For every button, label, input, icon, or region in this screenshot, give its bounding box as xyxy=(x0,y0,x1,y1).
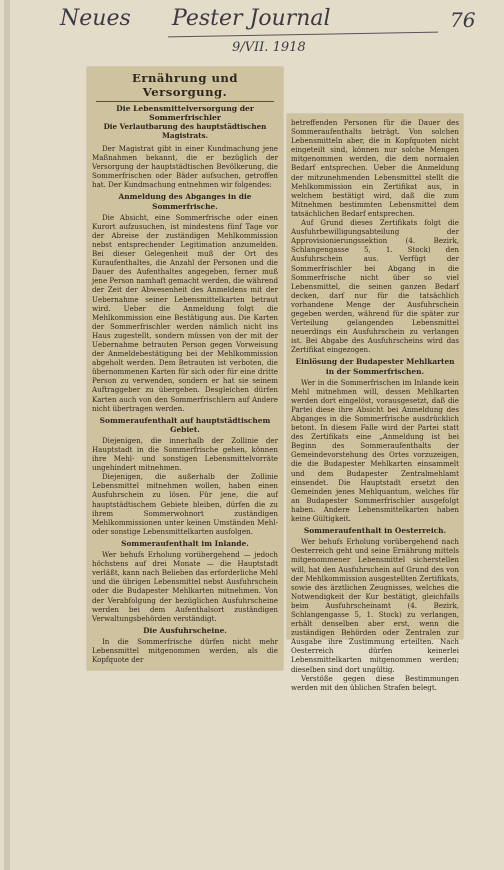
article-title: Ernährung und Versorgung. xyxy=(132,71,238,99)
section-heading: Sommeraufenthalt im Inlande. xyxy=(121,538,249,548)
article-subtitle-2: Die Verlautbarung des hauptstädtischen Magistrats. xyxy=(103,122,267,140)
section-heading: Sommeraufenthalt auf hauptstädtischem Gebiet. xyxy=(99,415,271,434)
paragraph: Diejenigen, die außerhalb der Zollinie Lebensmittel mitnehmen wollen, haben einen Ausfuhrschein zu lösen. Für jene, die auf hauptstädtischem Gebiete bleiben, dürfen die zu ihrem Sommerwohnort zuständigen Mehlkommissionen unter keinen Umständen Mehl- oder sonstige Lebensmittelkarten ausfolgen. xyxy=(92,472,278,536)
section-heading: Die Ausfuhrscheine. xyxy=(143,625,227,635)
paragraph: Auf Grund dieses Zertifikats folgt die Ausfuhrbewilligungsabteilung der Approvisionierungssektion (4. Bezirk, Schlangengasse 5, 1. Stock) den Ausfuhrschein aus. Verfügt der Sommerfrischler bei Abgang in die Sommerfrische nicht über so viel Lebensmittel, die seinen ganzen Bedarf decken, darf nur für die tatsächlich vorhandene Menge der Ausfuhrschein gegeben werden, während für die später zur Verteilung gelangenden Lebensmittel neuerdings ein Ausfuhrschein zu verlangen ist. Bei Abgabe des Ausfuhrscheins wird das Zertifikat eingezogen. xyxy=(291,218,459,355)
paragraph: Wer in die Sommerfrischen im Inlande kein Mehl mitnehmen will, dessen Mehlkarten werden dort eingelöst, vorausgesetzt, daß die Partei diese ihre Absicht bei Anmeldung des Abganges in die Sommerfrische ausdrücklich betont. In diesem Falle wird der Partei statt des Zertifikats eine „Anmeldung ist bei Beginn des Sommeraufenthalts der Gemeindevorstehung des Ortes vorzuzeigen, die die Budapester Mehlkarten einsammelt und dem Budapester Zentralmehlamt einsendet. Die Hauptstadt ersetzt den Gemeinden jenes Mehlquantum, welches für an Budapester Sommerfrischler ausgefolgt haben. Andere Lebensmittelkarten haben keine Gültigkeit. xyxy=(291,377,459,524)
handwritten-date: 9/VII. 1918 xyxy=(232,40,306,55)
handwritten-source: Neues xyxy=(60,6,131,31)
section-heading: Sommeraufenthalt in Oesterreich. xyxy=(303,526,447,536)
section-heading: Einlösung der Budapester Mehlkarten in der Sommerfrischen. xyxy=(295,357,455,376)
binding-edge xyxy=(4,0,10,870)
title-rule xyxy=(96,101,274,102)
article-right-column xyxy=(291,118,459,692)
paragraph: betreffenden Personen für die Dauer des Sommeraufenthalts beträgt. Von solchen Lebensmitteln aber, die in Kopfquoten nicht eingeteilt sind, können nur solche Mengen mitgenommen werden, die dem normalen Bedarf entsprechen. Ueber die Anmeldung der mitzunehmenden Lebensmittel stellt die Mehlkommission ein Zertifikat aus, in welchem bestätigt wird, daß die zum Mitnehmen bestimmten Lebensmittel dem tatsächlichen Bedarf entsprechen. xyxy=(291,118,459,218)
handwritten-journal: Pester Journal xyxy=(172,6,331,31)
section-heading: Anmeldung des Abganges in die Sommerfrische. xyxy=(118,192,252,211)
paragraph: Wer behufs Erholung vorübergehend — jedoch höchstens auf drei Monate — die Hauptstadt verläßt, kann nach Belieben das erforderliche Mehl und die übrigen Lebensmittel nebst Ausfuhrschein oder die Budapester Mehlkarten mitnehmen. Von der Verabfolgung der bezüglichen Ausfuhrscheine werden bei dem Aufenthalsort zuständigen Verwaltungsbehörden verständigt. xyxy=(92,550,278,623)
article-subtitle: Die Lebensmittelversorgung der Sommerfrischler xyxy=(116,104,254,122)
article-left-column xyxy=(92,71,278,664)
paragraph: Wer behufs Erholung vorübergehend nach Oesterreich geht und seine Ernährung mittels mitgenommener Lebensmittel sicherstellen will, hat den Ausfuhrschein auf Grund des von der Mehlkommission ausgestellten Zertifikats, sowie des ärztlichen Zeugnisses, welches die Notwendigkeit der Kur bestätigt, gleichfalls beim Ausfuhrscheinamt (4. Bezirk, Schlangengasse 5, 1. Stock) zu verlangen, erhält denselben aber erst, wenn die zuständigen Behörden oder Zentralen zur Ausgabe ihre Zustimmung erteilten. Nach Oesterreich dürfen keinerlei Lebensmittelkarten mitgenommen werden; dieselben sind dort ungültig. xyxy=(291,537,459,674)
paragraph: In die Sommerfrische dürfen nicht mehr Lebensmittel mitgenommen werden, als die Kopfquote der xyxy=(92,636,278,665)
handwritten-number: 76 xyxy=(450,8,476,32)
paragraph: Der Magistrat gibt in einer Kundmachung jene Maßnahmen bekannt, die er bezüglich der Versorgung der hauptstädtischen Bevölkerung, die Sommerfrischen oder Bäder aufsuchen, getroffen hat. Der Kundmachung entnehmen wir folgendes: xyxy=(92,144,278,190)
paragraph: Diejenigen, die innerhalb der Zollinie der Hauptstadt in die Sommerfrische gehen, können ihre Mehl- und sonstigen Lebensmittelvorräte ungehindert mitnehmen. xyxy=(92,435,278,473)
paragraph: Die Absicht, eine Sommerfrische oder einen Kurort aufzusuchen, ist mindestens fünf Tage vor der Abreise der zuständigen Mehlkommission nebst entsprechender Legitimation anzumelden. Bei dieser Gelegenheit muß der Ort des Kuraufenthaltes, die Anzahl der Personen und die Dauer des Aufenthaltes angegeben, ferner muß jene Person namhaft gemacht werden, die während der Zeit der Abwesenheit des Anmeldens mit der Uebernahme seiner Lebensmittelkarten betraut wird. Ueber die Anmeldung folgt die Mehlkommission eine Bestätigung aus. Die Karten der Sommerfrischler werden nämlich nicht ins Haus zugestellt, sondern müssen von der mit der Uebernahme betrauten Person gegen Vorweisung der Anmeldebestätigung bei der Mehlkommission abgeholt werden. Dem Betrauten ist verboten, die übernommenen Karten für sich oder für eine dritte Person zu verwenden, sondern er hat sie seinem Auftraggeber zu übergeben. Desgleichen dürfen Karten auch von den Sommerfrischlern auf Andere nicht übertragen werden. xyxy=(92,212,278,413)
paragraph: Verstöße gegen diese Bestimmungen werden mit den üblichen Strafen belegt. xyxy=(291,673,459,692)
